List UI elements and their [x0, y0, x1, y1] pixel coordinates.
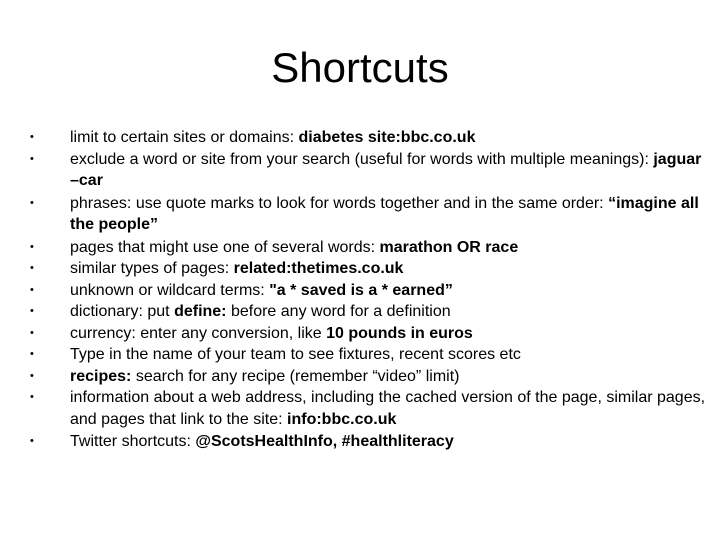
bullet-icon: •	[30, 369, 34, 382]
item-text: limit to certain sites or domains:	[70, 129, 299, 146]
list-item	[30, 193, 710, 236]
bullet-icon: •	[30, 283, 34, 296]
list-item	[30, 344, 710, 366]
bullet-icon: •	[30, 196, 34, 209]
list-item	[30, 301, 710, 323]
item-example: jaguar –car	[70, 150, 702, 189]
item-text: information about a web address, including the cached version of the page, similar pages, and pages that link to the site:	[70, 389, 706, 428]
bullet-icon: •	[30, 391, 34, 403]
list-item	[30, 127, 710, 149]
item-text: unknown or wildcard terms:	[70, 281, 270, 299]
list-item	[30, 280, 710, 302]
list-item	[30, 149, 710, 192]
list-item	[30, 258, 710, 280]
item-example: info:bbc.co.uk	[287, 410, 397, 428]
item-text: pages that might use one of several words:	[70, 238, 380, 256]
item-text: search for any recipe (remember “video” limit)	[131, 367, 460, 385]
item-example: related:thetimes.co.uk	[233, 260, 404, 277]
bullet-icon: •	[30, 435, 34, 447]
shortcut-list	[30, 127, 710, 453]
item-text: Twitter shortcuts:	[70, 433, 196, 450]
item-example: @ScotsHealthInfo, #healthliteracy	[195, 433, 454, 450]
item-example: 10 pounds in euros	[326, 324, 473, 342]
item-example: "a * saved is a * earned”	[269, 281, 453, 299]
list-item	[30, 323, 710, 345]
bullet-icon: •	[30, 348, 34, 360]
item-text: phrases: use quote marks to look for words together and in the same order:	[70, 194, 609, 212]
list-item	[30, 366, 710, 388]
item-text: exclude a word or site from your search (useful for words with multiple meanings):	[70, 150, 654, 168]
list-item	[30, 431, 710, 453]
item-example: marathon OR race	[379, 238, 519, 256]
bullet-icon: •	[30, 152, 34, 165]
bullet-icon: •	[30, 262, 34, 274]
item-text: dictionary: put	[70, 303, 175, 320]
slide-title: Shortcuts	[271, 44, 449, 91]
bullet-icon: •	[30, 326, 34, 339]
bullet-icon: •	[30, 305, 34, 317]
list-item	[30, 237, 710, 259]
item-text: similar types of pages:	[70, 260, 234, 277]
bullet-icon: •	[30, 131, 34, 143]
item-text: before any word for a definition	[226, 303, 451, 320]
item-example: define:	[174, 303, 227, 320]
bullet-icon: •	[30, 240, 34, 253]
item-example: recipes:	[70, 367, 132, 385]
item-text: currency: enter any conversion, like	[70, 324, 327, 342]
item-example: diabetes site:bbc.co.uk	[298, 129, 476, 146]
item-text: Type in the name of your team to see fixtures, recent scores etc	[70, 346, 521, 363]
list-item	[30, 387, 710, 430]
item-example: “imagine all the people”	[70, 194, 699, 233]
